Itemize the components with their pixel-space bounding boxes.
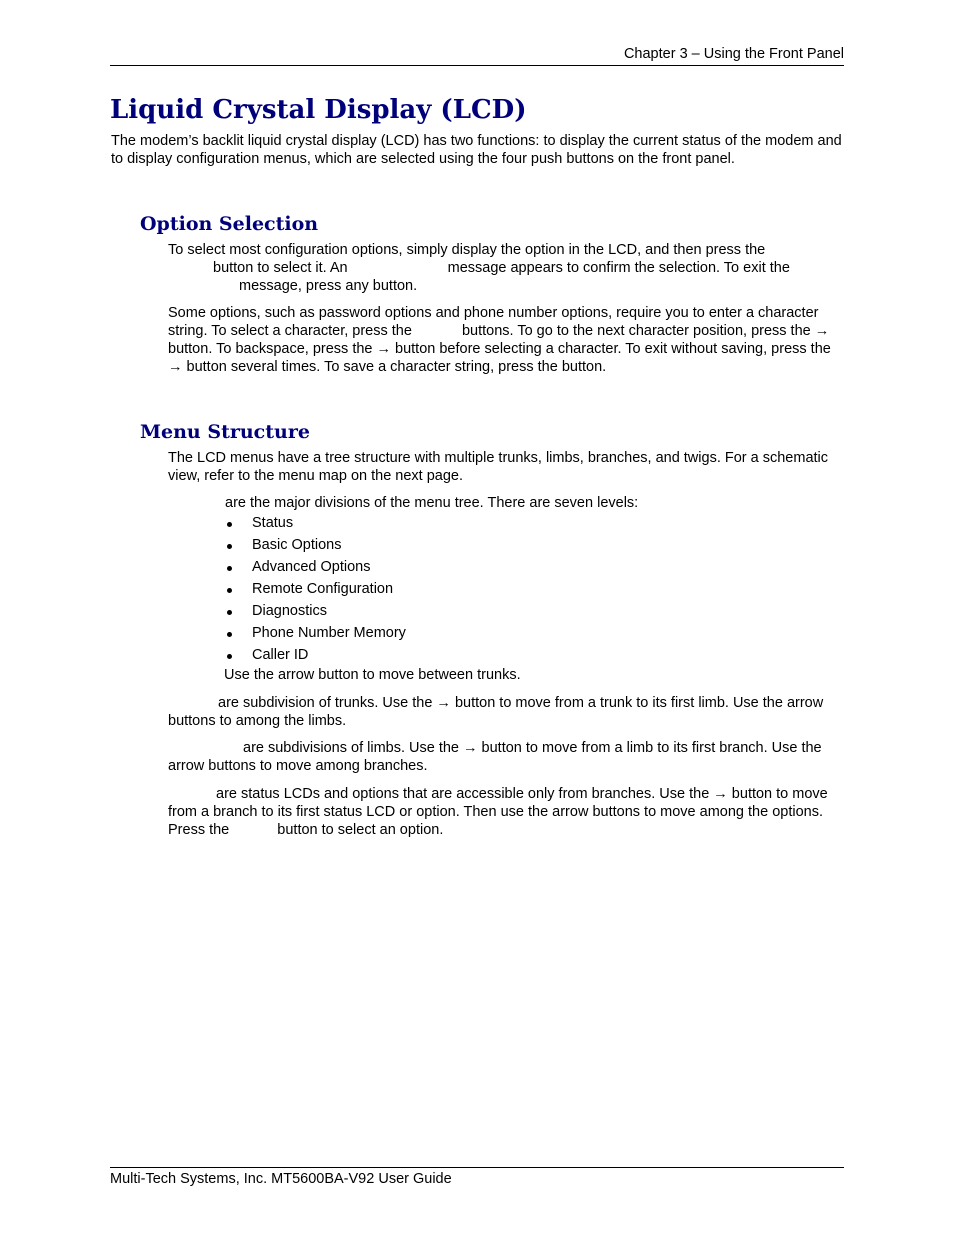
text-segment: To select most configuration options, simply display the option in the LCD, and then press the [168,242,766,258]
option-selection-paragraph-2 [168,304,844,376]
list-item: Phone Number Memory [224,623,406,645]
text-segment: button to select it. An [213,260,348,276]
page-footer: Multi-Tech Systems, Inc. MT5600BA-V92 User Guide [110,1171,452,1187]
text-segment: Some options, such as password options and phone number options, require you to enter a character string. To select a character, press the [168,305,819,339]
list-item: Diagnostics [224,601,406,623]
text-segment: message, press any button. [239,278,418,294]
intro-paragraph: The modem’s backlit liquid crystal display (LCD) has two functions: to display the current status of the modem and to display configuration menus, which are selected using the four push buttons on the front panel. [111,133,842,167]
page-header: Chapter 3 – Using the Front Panel [623,46,844,62]
footer-rule [110,1167,844,1168]
list-item: Basic Options [224,535,406,557]
list-item: Caller ID [224,645,406,667]
list-item: Remote Configuration [224,579,406,601]
page-title: Liquid Crystal Display (LCD) [110,95,527,125]
header-rule [110,65,844,66]
menu-structure-heading: Menu Structure [140,421,310,443]
text-segment: message appears to confirm the selection. To exit the [447,260,790,276]
trunks-intro: are the major divisions of the menu tree. There are seven levels: [225,495,639,511]
twigs-paragraph [168,785,844,839]
text-segment: button. [561,359,607,375]
branches-paragraph: are subdivisions of limbs. Use the → button to move from a limb to its first branch. Use the arrow buttons to move among branches. [168,740,822,774]
text-segment: buttons. To go to the next character position, press the → button. To backspace, press the → button before selecting a character. To exit without saving, press the → button several times. To save a character string, press the [168,323,831,375]
option-selection-paragraph-1 [168,241,844,295]
trunks-note: Use the arrow button to move between trunks. [224,667,521,683]
list-item: Status [224,513,406,535]
menu-structure-paragraph: The LCD menus have a tree structure with multiple trunks, limbs, branches, and twigs. For a schematic view, refer to the menu map on the next page. [168,450,829,484]
list-item: Advanced Options [224,557,406,579]
option-selection-heading: Option Selection [140,213,319,235]
text-segment: button to select an option. [277,822,444,838]
limbs-paragraph: are subdivision of trunks. Use the → button to move from a trunk to its first limb. Use the arrow buttons to among the limbs. [168,695,824,729]
trunk-list [224,513,406,667]
text-segment: are status LCDs and options that are accessible only from branches. Use the → button to move from a branch to its first status LCD or option. Then use the arrow buttons to move among the options. Press the [168,786,828,838]
